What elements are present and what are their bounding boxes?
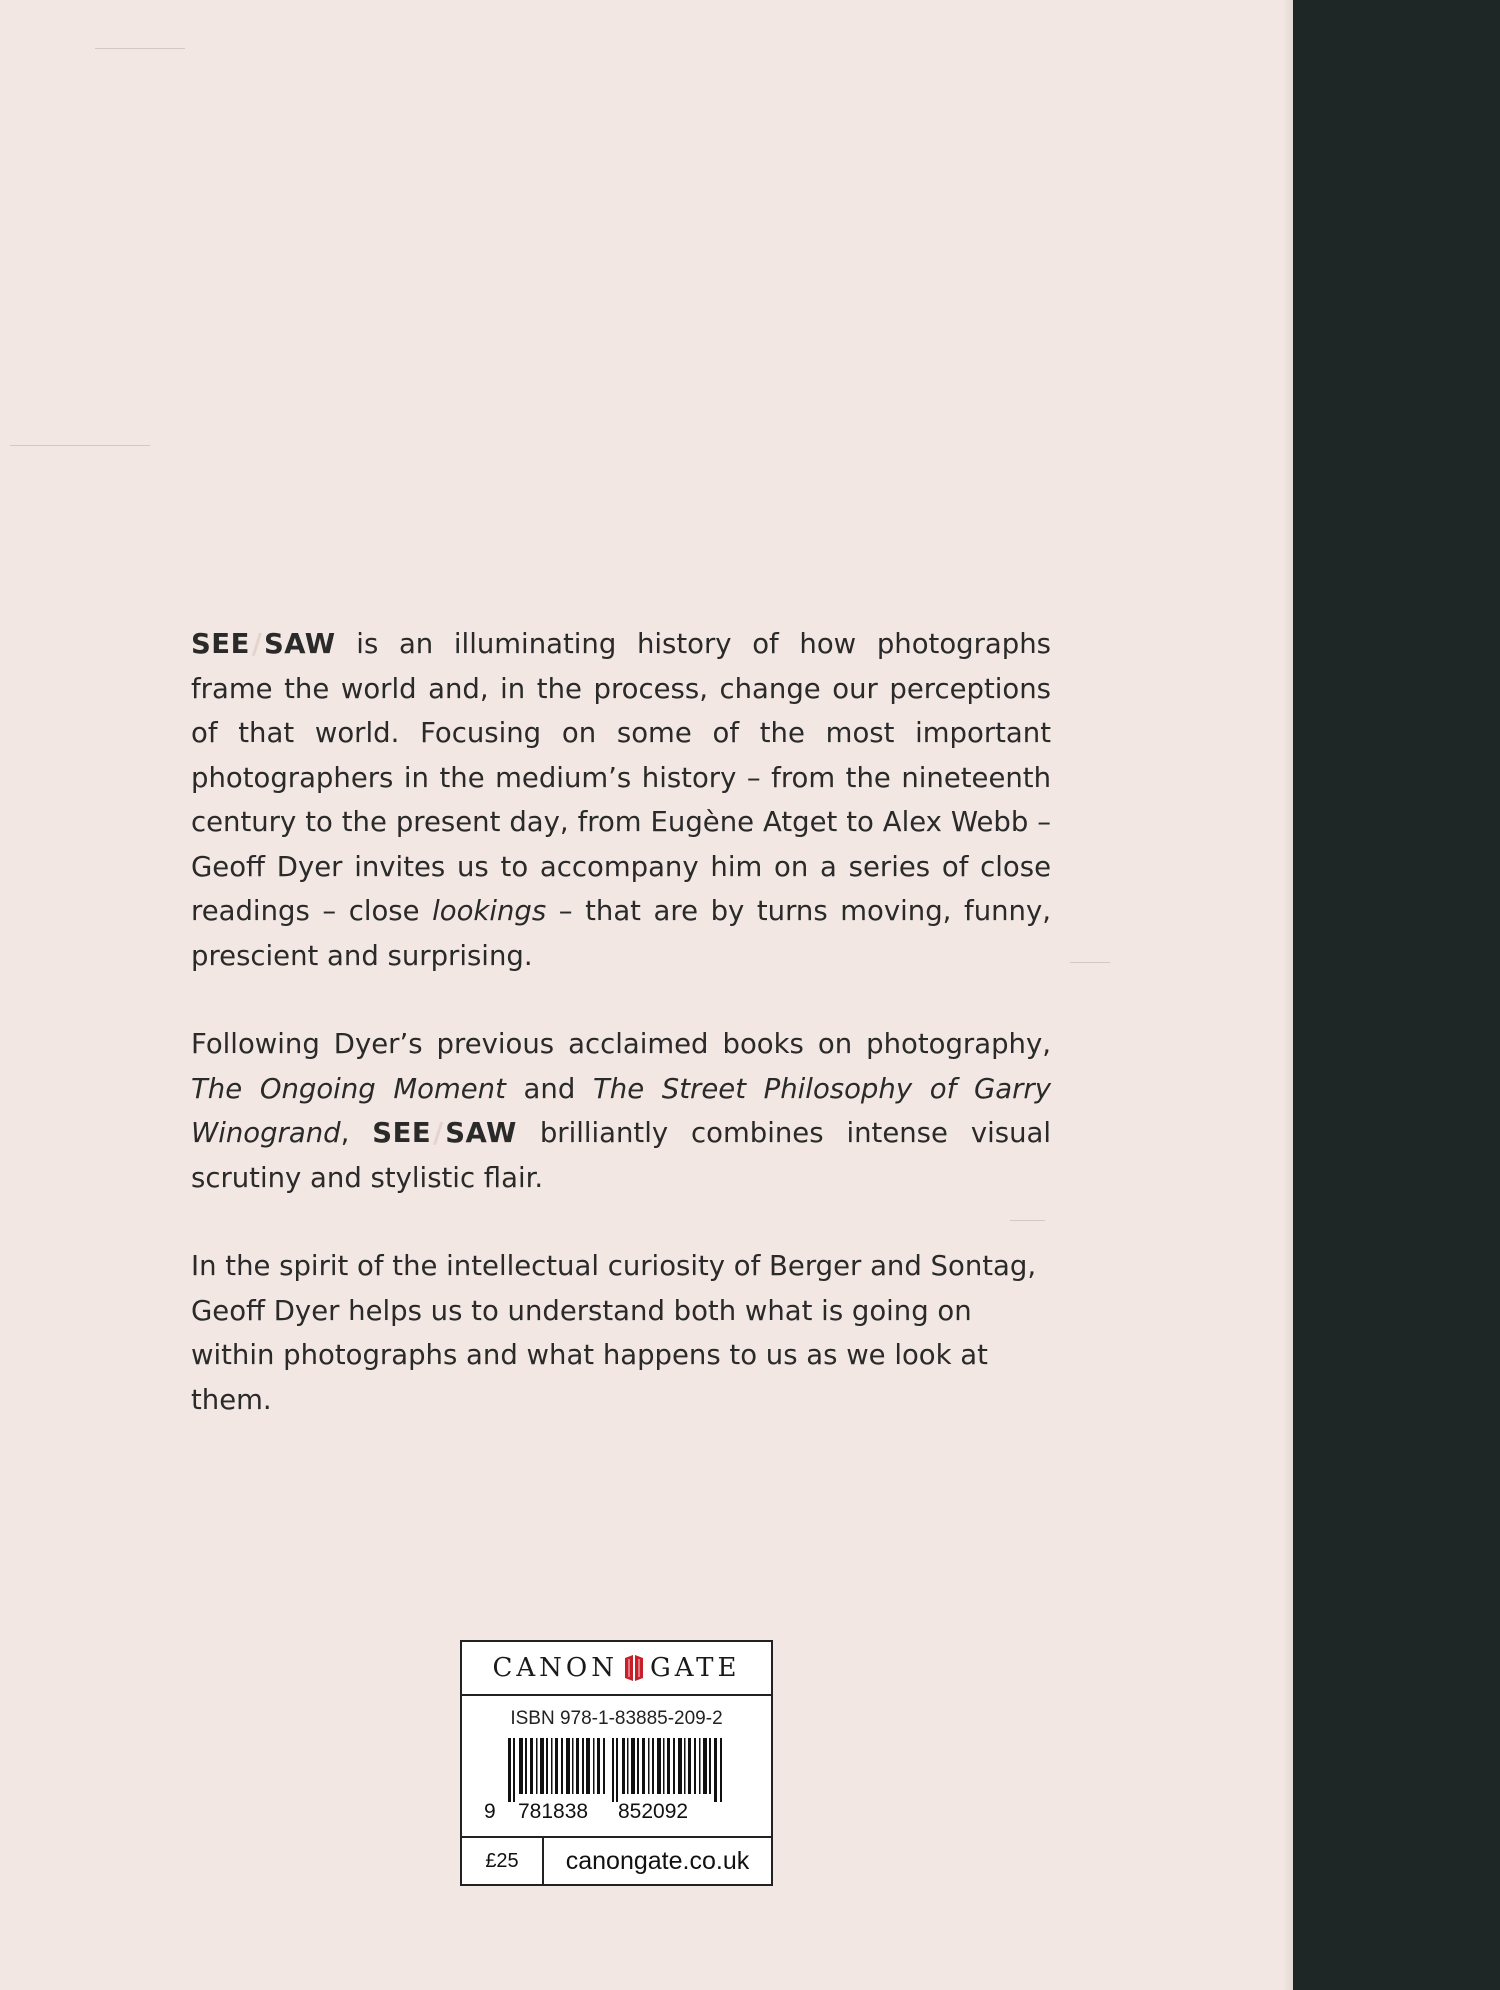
paragraph-text-end: brilliantly combines intense visual scrutiny and stylistic flair. bbox=[191, 1117, 1051, 1194]
blurb-text bbox=[191, 622, 1051, 1466]
connector-comma: , bbox=[340, 1117, 373, 1149]
price-label: £25 bbox=[462, 1838, 544, 1884]
brand-see: SEE bbox=[191, 628, 250, 660]
publisher-website: canongate.co.uk bbox=[565, 1846, 750, 1875]
paper-mark bbox=[1070, 962, 1110, 963]
barcode-left-digits: 781838 bbox=[518, 1800, 589, 1823]
paper-mark bbox=[10, 445, 150, 446]
barcode-digits bbox=[484, 1800, 754, 1826]
brand-slash: / bbox=[433, 1117, 444, 1149]
brand-saw: SAW bbox=[445, 1117, 517, 1149]
paragraph-text-end: – that are by turns moving, funny, prescient and surprising. bbox=[191, 895, 1051, 972]
barcode-panel bbox=[460, 1640, 773, 1886]
paragraph-text: Following Dyer’s previous acclaimed books on photography, bbox=[191, 1028, 1051, 1060]
book-spine bbox=[1293, 0, 1500, 1990]
blurb-paragraph-1 bbox=[191, 622, 1051, 978]
book-title-ongoing-moment: The Ongoing Moment bbox=[191, 1072, 506, 1105]
publisher-name-left: CANON bbox=[492, 1653, 619, 1683]
blurb-paragraph-3 bbox=[191, 1244, 1051, 1422]
barcode-right-digits: 852092 bbox=[618, 1800, 689, 1823]
barcode-lead-digit: 9 bbox=[484, 1800, 496, 1823]
isbn-label: ISBN 978-1-83885-209-2 bbox=[510, 1708, 723, 1729]
barcode-bars bbox=[508, 1738, 726, 1802]
paper-mark bbox=[95, 48, 185, 49]
brand-saw: SAW bbox=[263, 628, 336, 660]
canongate-gate-icon bbox=[623, 1655, 645, 1681]
publisher-name-right: GATE bbox=[650, 1653, 741, 1683]
connector-and: and bbox=[505, 1072, 593, 1105]
publisher-logo bbox=[462, 1642, 771, 1696]
brand-slash: / bbox=[251, 628, 262, 660]
brand-see: SEE bbox=[372, 1117, 432, 1149]
paragraph-text: is an illuminating history of how photographs frame the world and, in the process, change our perceptions of that world. Focusing on some of the most important photographers in the medium’s history – from the nineteenth century to the present day, from Eugène Atget to Alex Webb – Geoff Dyer invites us to accompany him on a series of close readings – close bbox=[191, 628, 1051, 927]
blurb-paragraph-2 bbox=[191, 1022, 1051, 1200]
price-row bbox=[462, 1836, 771, 1884]
book-title-street-philosophy: The Street Philosophy of Garry Winogrand bbox=[191, 1072, 1052, 1149]
italic-lookings: lookings bbox=[432, 895, 547, 927]
paragraph-text: In the spirit of the intellectual curiosity of Berger and Sontag, Geoff Dyer helps us to understand both what is going on within photographs and what happens to us as we look at them. bbox=[191, 1250, 1037, 1416]
